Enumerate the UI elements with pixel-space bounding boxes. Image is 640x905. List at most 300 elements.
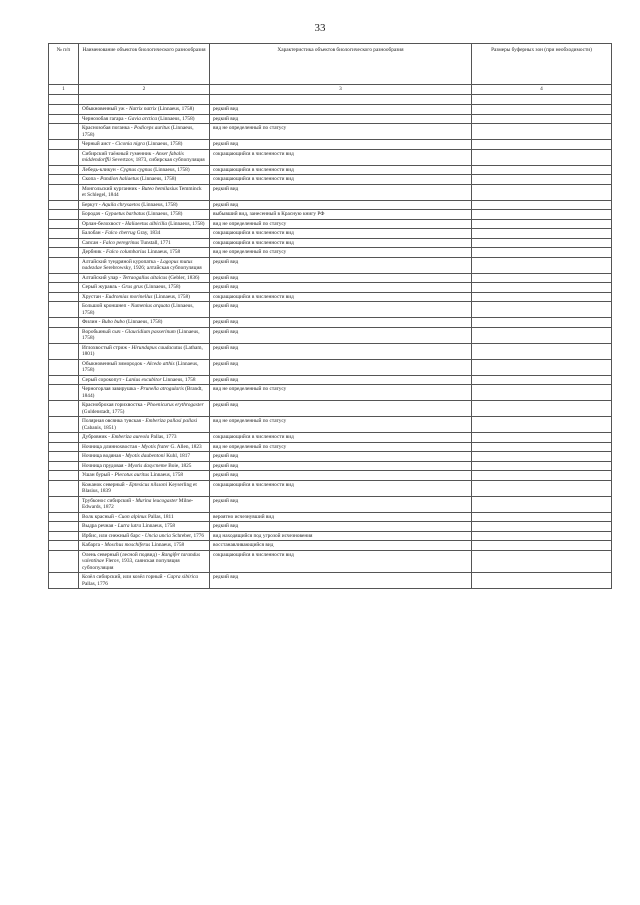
species-status-cell: редкий вид: [210, 375, 472, 385]
species-common-name: Сапсан -: [82, 239, 103, 246]
buffer-zone-cell: [472, 273, 612, 283]
species-status-cell: восстанавливающийся вид: [210, 541, 472, 551]
species-status-cell: вид не определенный по статусу: [210, 248, 472, 258]
species-name-cell: [79, 512, 210, 522]
species-latin-name: Phoenicurus erythrogaster: [146, 402, 204, 408]
table-row: [49, 165, 612, 175]
species-status-cell: редкий вид: [210, 452, 472, 462]
buffer-zone-cell: [472, 302, 612, 318]
table-body: [49, 105, 612, 589]
table-row: [49, 257, 612, 273]
species-author: (Linnaeus, 1758): [82, 360, 199, 373]
table-row: [49, 522, 612, 532]
header-buffer-zone: Размеры буферных зон (при необходимости): [472, 44, 612, 85]
row-number-cell: [49, 184, 79, 200]
buffer-zone-cell: [472, 385, 612, 401]
row-number-cell: [49, 550, 79, 573]
species-status-cell: редкий вид: [210, 105, 472, 115]
species-status-cell: редкий вид: [210, 496, 472, 512]
species-status-cell: сокращающийся в численности вид: [210, 165, 472, 175]
species-status-cell: редкий вид: [210, 401, 472, 417]
table-row: [49, 292, 612, 302]
table-row: [49, 140, 612, 150]
species-author: (Linnaeus, 1758): [124, 319, 163, 325]
table-row: [49, 210, 612, 220]
table-row: [49, 471, 612, 481]
species-author: Serebrowsky, 1926; алтайская субпопуляция: [102, 265, 202, 271]
species-name-cell: [79, 273, 210, 283]
row-number-cell: [49, 417, 79, 433]
species-name-cell: [79, 292, 210, 302]
species-author: Temminck et Schlegel, 1844: [82, 185, 202, 198]
species-name-cell: [79, 359, 210, 375]
table-row: [49, 343, 612, 359]
column-number: 2: [79, 85, 210, 95]
row-number-cell: [49, 229, 79, 239]
row-number-cell: [49, 248, 79, 258]
buffer-zone-cell: [472, 417, 612, 433]
species-author: Linnaeus, 1758: [150, 542, 185, 548]
species-common-name: Серый журавль -: [82, 284, 122, 290]
species-name-cell: [79, 573, 210, 589]
table-row: [49, 375, 612, 385]
buffer-zone-cell: [472, 461, 612, 471]
species-name-cell: [79, 149, 210, 165]
species-name-cell: [79, 229, 210, 239]
species-common-name: Скопа -: [82, 176, 101, 182]
row-number-cell: [49, 471, 79, 481]
species-latin-name: Natrix natrix: [129, 106, 157, 112]
species-name-cell: [79, 461, 210, 471]
spacer-row: [49, 95, 612, 105]
species-name-cell: [79, 452, 210, 462]
row-number-cell: [49, 480, 79, 496]
species-author: (Linnaeus, 1758): [167, 220, 205, 227]
buffer-zone-cell: [472, 327, 612, 343]
row-number-cell: [49, 442, 79, 452]
species-latin-name: Rangifer tarandus valentinae: [82, 551, 201, 564]
species-name-cell: [79, 184, 210, 200]
row-number-cell: [49, 375, 79, 385]
row-number-cell: [49, 302, 79, 318]
buffer-zone-cell: [472, 452, 612, 462]
species-author: (Linnaeus, 1758): [140, 201, 178, 208]
species-latin-name: Eptesicus nilssoni: [129, 481, 168, 488]
row-number-cell: [49, 165, 79, 175]
species-latin-name: Plecotus auritus: [114, 472, 150, 478]
species-latin-name: Lutra lutra: [117, 523, 142, 529]
species-latin-name: Falco cherrug: [105, 230, 136, 236]
species-author: (Latham, 1801): [82, 344, 203, 357]
table-row: [49, 401, 612, 417]
species-author: Milne-Edwards, 1872: [82, 497, 194, 510]
species-status-cell: вид находящийся под угрозой исчезновения: [210, 531, 472, 541]
table-row: [49, 124, 612, 140]
row-number-cell: [49, 433, 79, 443]
row-number-cell: [49, 219, 79, 229]
species-author: Linnaeus, 1758: [149, 472, 184, 478]
species-name-cell: [79, 175, 210, 185]
species-common-name: Черный аист -: [82, 141, 116, 147]
buffer-zone-cell: [472, 210, 612, 220]
species-common-name: Ночница водяная -: [82, 453, 126, 459]
species-author: (Gebler, 1836): [167, 274, 200, 281]
row-number-cell: [49, 318, 79, 328]
row-number-cell: [49, 124, 79, 140]
species-author: (Linnaeus, 1758): [82, 328, 200, 341]
table-row: [49, 273, 612, 283]
species-latin-name: Anser fabalis middendorffii: [82, 150, 184, 163]
species-common-name: Иглохвостый стриж -: [82, 344, 132, 351]
species-author: (Guldenstadt, 1775): [82, 408, 125, 415]
table-row: [49, 541, 612, 551]
table-row: [49, 359, 612, 375]
species-status-cell: редкий вид: [210, 343, 472, 359]
species-common-name: Хрустан -: [82, 293, 106, 300]
species-status-cell: редкий вид: [210, 140, 472, 150]
species-latin-name: Prunella atrogularis: [140, 386, 184, 392]
species-common-name: Сибирский таёжный гуменник -: [82, 150, 156, 157]
species-latin-name: Emberiza pallasi pallasi: [145, 418, 198, 424]
table-row: [49, 184, 612, 200]
buffer-zone-cell: [472, 573, 612, 589]
row-number-cell: [49, 541, 79, 551]
species-author: Severtzov, 1873, сибирская субпопуляция: [110, 157, 205, 163]
species-status-cell: сокращающийся в численности вид: [210, 292, 472, 302]
species-common-name: Волк красный -: [82, 513, 119, 520]
species-table: [48, 43, 612, 589]
buffer-zone-cell: [472, 496, 612, 512]
species-author: Pallas, 1776: [82, 580, 108, 587]
buffer-zone-cell: [472, 105, 612, 115]
species-latin-name: Aquila chrysaetos: [101, 201, 141, 208]
row-number-cell: [49, 452, 79, 462]
table-row: [49, 175, 612, 185]
row-number-cell: [49, 114, 79, 124]
table-row: [49, 114, 612, 124]
species-latin-name: Bubo bubo: [101, 319, 125, 325]
species-latin-name: Cuon alpinus: [118, 513, 147, 520]
species-common-name: Дубровник -: [82, 434, 112, 440]
species-author: (Linnaeus, 1758): [82, 125, 194, 138]
species-latin-name: Ciconia nigra: [115, 141, 145, 147]
column-number: 3: [210, 85, 472, 95]
buffer-zone-cell: [472, 375, 612, 385]
species-author: (Linnaeus, 1758): [142, 284, 181, 290]
species-status-cell: вид не определенный по статусу: [210, 385, 472, 401]
species-name-cell: [79, 114, 210, 124]
species-status-cell: редкий вид: [210, 522, 472, 532]
species-name-cell: [79, 375, 210, 385]
table-row: [49, 248, 612, 258]
species-name-cell: [79, 417, 210, 433]
species-status-cell: редкий вид: [210, 471, 472, 481]
row-number-cell: [49, 522, 79, 532]
buffer-zone-cell: [472, 140, 612, 150]
species-common-name: Бородач -: [82, 211, 105, 217]
species-latin-name: Murina leucogaster: [135, 497, 178, 504]
buffer-zone-cell: [472, 531, 612, 541]
buffer-zone-cell: [472, 292, 612, 302]
species-name-cell: [79, 541, 210, 551]
species-common-name: Полярная овсянка тувская -: [82, 418, 146, 424]
species-status-cell: редкий вид: [210, 327, 472, 343]
species-common-name: Обыкновенный зимородок -: [82, 360, 147, 367]
species-name-cell: [79, 124, 210, 140]
table-row: [49, 452, 612, 462]
row-number-cell: [49, 512, 79, 522]
species-name-cell: [79, 471, 210, 481]
species-common-name: Балобан -: [82, 230, 106, 236]
species-author: Tunstall, 1771: [139, 239, 171, 246]
buffer-zone-cell: [472, 184, 612, 200]
species-latin-name: Uncia uncia: [144, 532, 171, 539]
species-status-cell: редкий вид: [210, 461, 472, 471]
species-name-cell: [79, 219, 210, 229]
table-row: [49, 480, 612, 496]
species-author: (Cabanis, 1851): [82, 424, 116, 431]
row-number-cell: [49, 531, 79, 541]
species-author: Pallas, 1811: [146, 513, 174, 520]
page-number: 33: [314, 22, 326, 34]
species-author: Kuhl, 1817: [164, 453, 191, 459]
species-common-name: Обыкновенный уж -: [82, 106, 129, 112]
species-latin-name: Pandion haliaetus: [100, 176, 139, 182]
species-name-cell: [79, 248, 210, 258]
species-latin-name: Numenius arquata: [130, 303, 170, 309]
species-status-cell: вид не определенный по статусу: [210, 417, 472, 433]
buffer-zone-cell: [472, 200, 612, 210]
species-name-cell: [79, 522, 210, 532]
table-row: [49, 318, 612, 328]
species-latin-name: Alcedo atthis: [146, 360, 175, 367]
buffer-zone-cell: [472, 401, 612, 417]
species-name-cell: [79, 480, 210, 496]
row-number-cell: [49, 200, 79, 210]
table-row: [49, 433, 612, 443]
species-latin-name: Emberiza aureola: [111, 434, 150, 440]
species-latin-name: Cygnus cygnus: [120, 166, 153, 173]
species-author: (Linnaeus, 1758): [138, 176, 177, 182]
species-status-cell: редкий вид: [210, 573, 472, 589]
species-common-name: Олень северный (лесной подвид) -: [82, 551, 162, 558]
column-number-row: [49, 85, 612, 95]
row-number-cell: [49, 343, 79, 359]
row-number-cell: [49, 292, 79, 302]
header-number: № п/п: [49, 44, 79, 85]
species-common-name: Дербник -: [82, 249, 107, 255]
column-number: 4: [472, 85, 612, 95]
species-common-name: Ушан бурый -: [82, 472, 115, 478]
species-author: (Linnaeus, 1758): [156, 106, 195, 112]
row-number-cell: [49, 140, 79, 150]
species-name-cell: [79, 140, 210, 150]
species-latin-name: Tetraogallus altaicus: [122, 274, 168, 281]
species-name-cell: [79, 105, 210, 115]
buffer-zone-cell: [472, 433, 612, 443]
buffer-zone-cell: [472, 442, 612, 452]
table-row: [49, 327, 612, 343]
buffer-zone-cell: [472, 165, 612, 175]
buffer-zone-cell: [472, 359, 612, 375]
buffer-zone-cell: [472, 512, 612, 522]
table-row: [49, 200, 612, 210]
table-row: [49, 302, 612, 318]
buffer-zone-cell: [472, 114, 612, 124]
buffer-zone-cell: [472, 283, 612, 293]
species-status-cell: редкий вид: [210, 318, 472, 328]
buffer-zone-cell: [472, 480, 612, 496]
species-latin-name: Glaucidium passerinum: [124, 328, 176, 335]
column-number: 1: [49, 85, 79, 95]
species-common-name: Ирбис, или снежный барс -: [82, 532, 145, 539]
species-latin-name: Podiceps auritus: [133, 125, 170, 131]
species-common-name: Беркут -: [82, 201, 102, 208]
species-latin-name: Hirundapus caudacutus: [131, 344, 183, 351]
species-common-name: Краснозобая поганка -: [82, 125, 134, 131]
species-latin-name: Moschus moschiferus: [104, 542, 151, 548]
species-status-cell: сокращающийся в численности вид: [210, 175, 472, 185]
species-latin-name: Myotis daubentoni: [125, 453, 165, 459]
species-author: (Linnaeus, 1758): [156, 115, 195, 122]
species-common-name: Чернозобая гагара -: [82, 115, 128, 122]
species-latin-name: Capra sibirica: [166, 574, 198, 580]
table-row: [49, 238, 612, 248]
species-author: Keyserling et Blasius, 1839: [82, 481, 197, 494]
species-name-cell: [79, 302, 210, 318]
species-status-cell: редкий вид: [210, 302, 472, 318]
table-row: [49, 149, 612, 165]
species-author: Gray, 1834: [135, 230, 161, 236]
species-common-name: Выдра речная -: [82, 523, 118, 529]
species-common-name: Ночница длиннохвостая -: [82, 443, 142, 450]
species-author: Pallas, 1773: [149, 434, 177, 440]
species-author: Boie, 1825: [166, 462, 192, 469]
species-author: Linnaeus, 1758: [161, 376, 196, 383]
row-number-cell: [49, 175, 79, 185]
buffer-zone-cell: [472, 257, 612, 273]
table-row: [49, 512, 612, 522]
row-number-cell: [49, 283, 79, 293]
buffer-zone-cell: [472, 471, 612, 481]
buffer-zone-cell: [472, 149, 612, 165]
row-number-cell: [49, 273, 79, 283]
buffer-zone-cell: [472, 175, 612, 185]
species-common-name: Трубконос сибирский -: [82, 497, 136, 504]
row-number-cell: [49, 149, 79, 165]
species-latin-name: Buteo hemilasius: [141, 185, 178, 192]
species-latin-name: Grus grus: [121, 284, 143, 290]
row-number-cell: [49, 210, 79, 220]
row-number-cell: [49, 573, 79, 589]
header-row: [49, 44, 612, 85]
species-latin-name: Myotis frater: [141, 443, 170, 450]
row-number-cell: [49, 496, 79, 512]
species-author: (Linnaeus, 1758): [152, 293, 190, 300]
species-status-cell: редкий вид: [210, 114, 472, 124]
table-row: [49, 385, 612, 401]
species-status-cell: сокращающийся в численности вид: [210, 229, 472, 239]
species-name-cell: [79, 210, 210, 220]
species-status-cell: сокращающийся в численности вид: [210, 149, 472, 165]
buffer-zone-cell: [472, 238, 612, 248]
species-name-cell: [79, 550, 210, 573]
table-row: [49, 442, 612, 452]
species-status-cell: сокращающийся в численности вид: [210, 433, 472, 443]
row-number-cell: [49, 401, 79, 417]
species-status-cell: редкий вид: [210, 257, 472, 273]
species-latin-name: Myotis dasycneme: [127, 462, 167, 469]
row-number-cell: [49, 461, 79, 471]
table-row: [49, 229, 612, 239]
species-latin-name: Gavia arctica: [127, 115, 157, 122]
species-common-name: Алтайский улар -: [82, 274, 123, 281]
species-author: Linnaeus, 1758: [141, 523, 176, 529]
species-latin-name: Lanius excubitor: [125, 376, 162, 383]
species-author: Flerov, 1933, саянская популяция субпопуляция: [82, 558, 180, 571]
species-author: (Linnaeus, 1758): [144, 141, 183, 147]
buffer-zone-cell: [472, 343, 612, 359]
species-status-cell: вид не определенный по статусу: [210, 219, 472, 229]
species-name-cell: [79, 238, 210, 248]
table-row: [49, 531, 612, 541]
species-status-cell: сокращающийся в численности вид: [210, 238, 472, 248]
species-name-cell: [79, 442, 210, 452]
species-common-name: Большой кроншнеп -: [82, 303, 131, 309]
species-common-name: Кожанок северный -: [82, 481, 130, 488]
species-name-cell: [79, 200, 210, 210]
table-row: [49, 550, 612, 573]
species-common-name: Филин -: [82, 319, 102, 325]
species-name-cell: [79, 283, 210, 293]
species-latin-name: Falco peregrinus: [102, 239, 140, 246]
species-status-cell: вероятно исчезнувший вид: [210, 512, 472, 522]
species-name-cell: [79, 343, 210, 359]
species-latin-name: Eudromias morinellus: [105, 293, 153, 300]
table-row: [49, 219, 612, 229]
species-common-name: Монгольский курганник -: [82, 185, 142, 192]
species-common-name: Черногорлая завирушка -: [82, 386, 141, 392]
species-name-cell: [79, 496, 210, 512]
species-status-cell: вид не определенный по статусу: [210, 124, 472, 140]
table-row: [49, 496, 612, 512]
species-status-cell: сокращающийся в численности вид: [210, 480, 472, 496]
buffer-zone-cell: [472, 550, 612, 573]
row-number-cell: [49, 257, 79, 273]
buffer-zone-cell: [472, 541, 612, 551]
species-common-name: Орлан-белохвост -: [82, 220, 126, 227]
species-name-cell: [79, 318, 210, 328]
table-row: [49, 461, 612, 471]
species-author: (Linnaeus, 1758): [152, 166, 190, 173]
buffer-zone-cell: [472, 318, 612, 328]
header-name: Наименование объектов биологического разнообразия: [79, 44, 210, 85]
species-status-cell: вид не определенный по статусу: [210, 442, 472, 452]
species-author: (Brandt, 1844): [82, 386, 203, 399]
species-latin-name: Gypaetus barbatus: [104, 211, 145, 217]
species-common-name: Серый сорокопут -: [82, 376, 126, 383]
species-author: (Linnaeus, 1758): [144, 211, 183, 217]
species-status-cell: редкий вид: [210, 184, 472, 200]
row-number-cell: [49, 385, 79, 401]
species-status-cell: сокращающийся в численности вид: [210, 550, 472, 573]
species-author: Linnaeus, 1758: [146, 249, 181, 255]
species-common-name: Козёл сибирский, или козёл горный -: [82, 574, 167, 580]
row-number-cell: [49, 105, 79, 115]
species-status-cell: выбывший вид, занесенный в Красную книгу РФ: [210, 210, 472, 220]
header-characteristic: Характеристика объектов биологического разнообразия: [210, 44, 472, 85]
row-number-cell: [49, 327, 79, 343]
